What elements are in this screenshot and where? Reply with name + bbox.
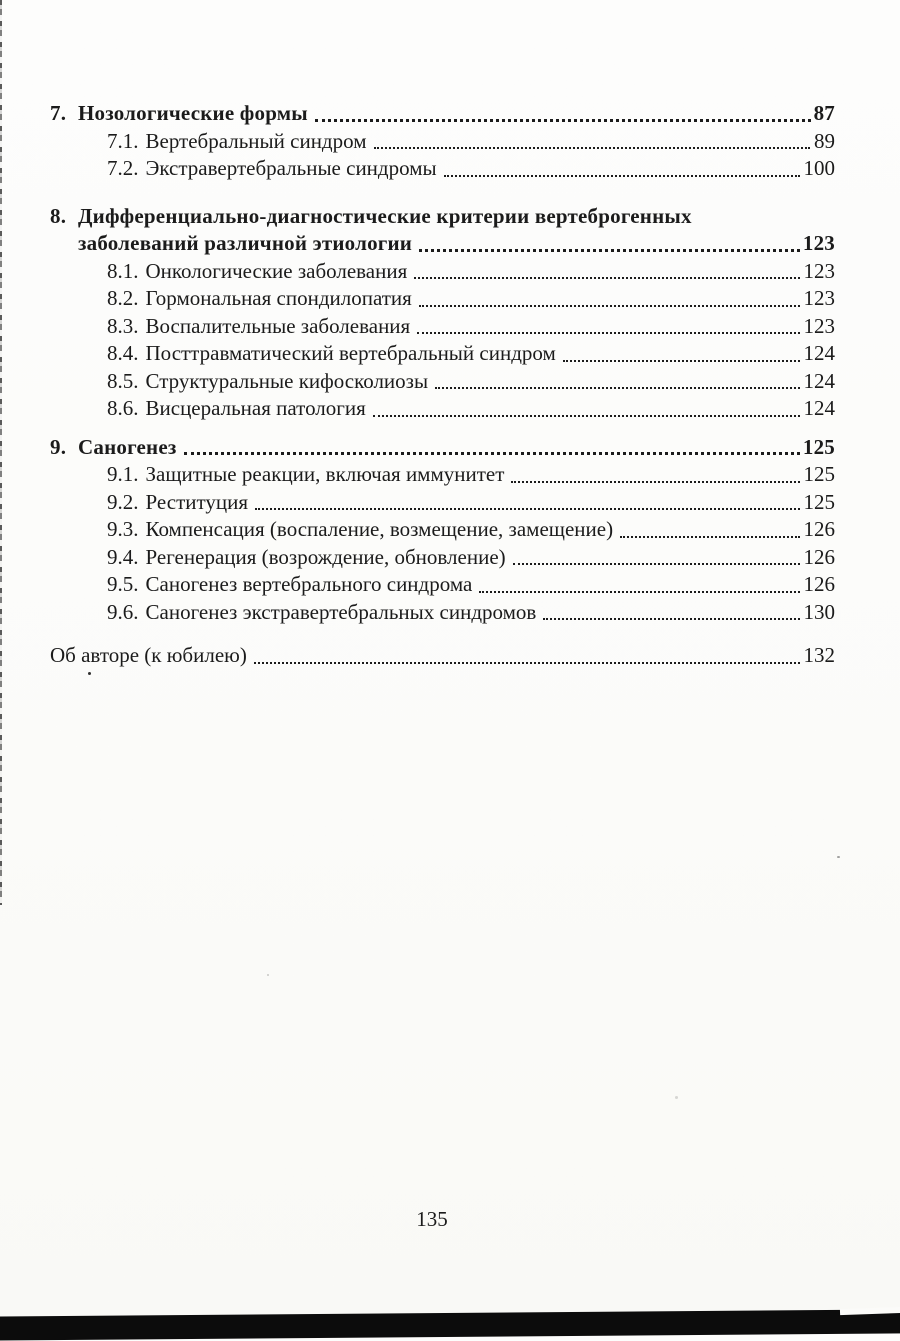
toc-entry [50, 489, 835, 517]
entry-page-number: 130 [803, 599, 835, 624]
entry-page-number: 123 [802, 231, 835, 255]
entry-number: 8.1. [107, 258, 139, 283]
entry-page-number: 87 [813, 101, 835, 125]
entry-page-number: 125 [802, 434, 835, 459]
dot-leader [414, 277, 799, 279]
toc-entry [50, 368, 835, 396]
entry-page-number: 126 [803, 544, 835, 569]
entry-title: Саногенез вертебрального синдрома [145, 572, 473, 596]
entry-number: 9.4. [107, 544, 139, 569]
entry-page-number: 123 [803, 286, 835, 310]
entry-page-number: 132 [803, 643, 835, 667]
entry-page-number: 125 [803, 462, 835, 486]
entry-title: Саногенез экстравертебральных синдромов [145, 599, 537, 624]
dot-leader [563, 360, 800, 362]
entry-title: Воспалительные заболевания [145, 313, 411, 338]
entry-number: 8.4. [107, 341, 139, 365]
toc-entry [50, 544, 835, 572]
entry-page-number: 124 [803, 341, 835, 365]
entry-title: Вертебральный синдром [145, 128, 367, 153]
toc-section-8 [50, 203, 835, 423]
entry-number: 9.1. [107, 462, 139, 486]
dot-leader [479, 591, 799, 593]
entry-page-number: 123 [803, 258, 835, 283]
entry-title: Структуральные кифосколиозы [145, 368, 429, 393]
entry-title: Висцеральная патология [145, 396, 366, 420]
toc-entry [50, 599, 835, 627]
entry-title: Саногенез [78, 434, 177, 459]
dot-leader [417, 332, 799, 334]
entry-page-number: 125 [803, 489, 835, 514]
toc-entry [50, 155, 835, 183]
dot-leader [511, 481, 799, 483]
toc-entry [50, 258, 835, 286]
entry-number: 7.2. [107, 156, 139, 180]
entry-title: Экстравертебральные синдромы [145, 156, 437, 180]
entry-page-number: 123 [803, 313, 835, 338]
entry-number: 9.3. [107, 517, 139, 541]
toc-entry [50, 434, 835, 462]
scan-speck [837, 856, 840, 858]
toc-entry [50, 285, 835, 313]
entry-title: Онкологические заболевания [145, 258, 408, 283]
entry-title: Нозологические формы [78, 101, 308, 125]
toc-entry [50, 128, 835, 156]
entry-number: 8.6. [107, 396, 139, 420]
entry-number: 9.6. [107, 599, 139, 624]
toc-section-7 [50, 100, 835, 183]
toc-entry [50, 571, 835, 599]
entry-number: 9.5. [107, 572, 139, 596]
entry-title: Регенерация (возрождение, обновление) [145, 544, 506, 569]
table-of-contents [50, 100, 835, 670]
entry-title: Дифференциально-диагностические критерии вертеброгенных [78, 203, 692, 228]
dot-leader [184, 452, 800, 455]
toc-entry [50, 203, 835, 231]
entry-page-number: 126 [803, 517, 835, 541]
entry-title: заболеваний различной этиологии [78, 231, 413, 255]
toc-entry [50, 313, 835, 341]
entry-page-number: 126 [803, 572, 835, 596]
entry-number: 8.2. [107, 286, 139, 310]
dot-leader [620, 536, 799, 538]
entry-number: 8.3. [107, 313, 139, 338]
toc-entry-about-author [50, 642, 835, 670]
dot-leader [513, 563, 800, 565]
toc-entry [50, 395, 835, 423]
toc-section-9 [50, 434, 835, 627]
dot-leader [435, 387, 799, 389]
dot-leader [255, 508, 799, 510]
scan-edge-line [0, 0, 2, 905]
dot-leader [254, 662, 800, 664]
dot-leader [373, 415, 800, 417]
dot-leader [543, 618, 799, 620]
entry-number: 8.5. [107, 368, 139, 393]
dot-leader [444, 175, 800, 177]
entry-number: 7. [50, 101, 67, 125]
footer-page-number: 135 [416, 1207, 448, 1231]
dot-leader [419, 305, 800, 307]
toc-entry [50, 516, 835, 544]
toc-entry [50, 100, 835, 128]
dot-leader [419, 249, 800, 252]
dot-leader [315, 119, 811, 122]
scan-speck [88, 672, 91, 675]
entry-number: 8. [50, 203, 67, 228]
entry-page-number: 100 [803, 156, 835, 180]
toc-entry [50, 461, 835, 489]
entry-title: Посттравматический вертебральный синдром [145, 341, 556, 365]
entry-title: Реституция [145, 489, 249, 514]
entry-number: 9. [50, 434, 67, 459]
entry-title: Защитные реакции, включая иммунитет [145, 462, 505, 486]
toc-entry [50, 230, 835, 258]
entry-page-number: 124 [803, 396, 835, 420]
dot-leader [374, 147, 810, 149]
toc-entry [50, 340, 835, 368]
entry-title: Об авторе (к юбилею) [50, 643, 247, 667]
scan-speck [675, 1096, 678, 1099]
scan-speck [267, 974, 269, 976]
entry-page-number: 124 [803, 368, 835, 393]
scan-bottom-bar [0, 1309, 900, 1340]
entry-title: Компенсация (воспаление, возмещение, замещение) [145, 517, 614, 541]
entry-number: 7.1. [107, 128, 139, 153]
entry-number: 9.2. [107, 489, 139, 514]
entry-page-number: 89 [814, 128, 835, 153]
entry-title: Гормональная спондилопатия [145, 286, 412, 310]
